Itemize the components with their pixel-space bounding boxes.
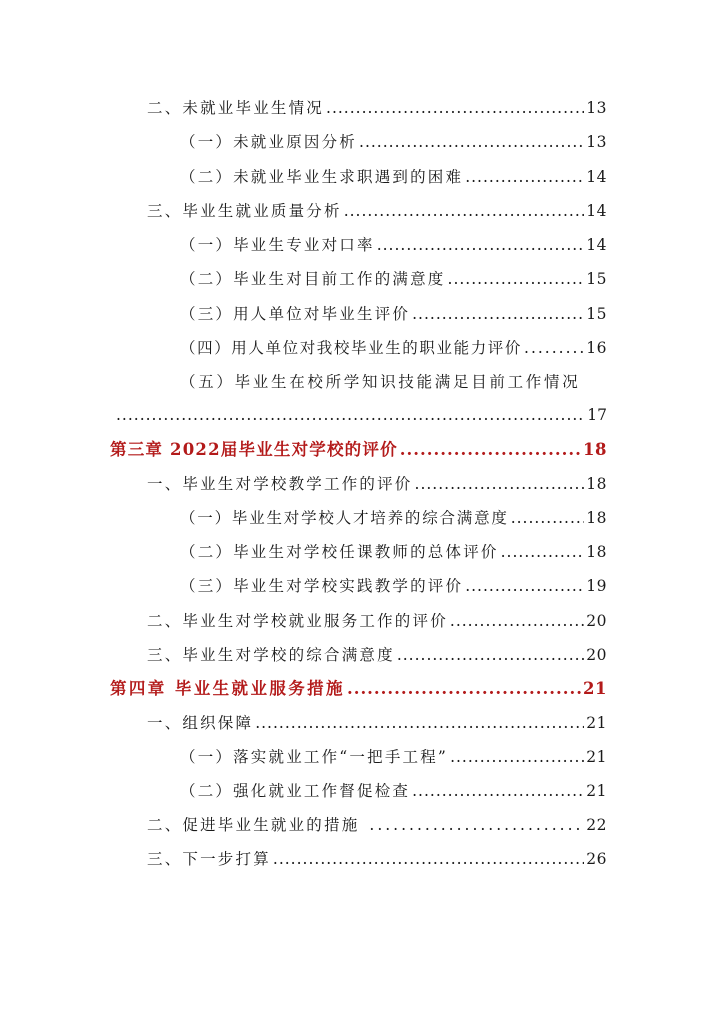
toc-entry[interactable] xyxy=(180,337,607,359)
toc-leader-dots xyxy=(465,166,584,188)
toc-entry-title: （一）毕业生专业对口率 xyxy=(180,236,375,254)
toc-entry[interactable] xyxy=(180,303,607,325)
toc-leader-dots xyxy=(359,131,584,153)
toc-page-number: 20 xyxy=(586,612,607,630)
toc-leader-dots xyxy=(116,404,585,426)
toc-page-number: 15 xyxy=(586,305,607,323)
toc-entry[interactable] xyxy=(147,848,607,870)
toc-entry[interactable] xyxy=(147,712,607,734)
toc-page-number: 14 xyxy=(586,236,607,254)
toc-entry-title: （二）强化就业工作督促检查 xyxy=(180,782,411,800)
toc-entry-title: （一）落实就业工作“一把手工程” xyxy=(180,748,449,766)
toc-entry-title: （一）毕业生对学校人才培养的综合满意度 xyxy=(180,509,509,527)
toc-entry-title: （四）用人单位对我校毕业生的职业能力评价 xyxy=(180,339,523,357)
toc-entry-title: 二、毕业生对学校就业服务工作的评价 xyxy=(147,612,448,630)
toc-entry[interactable] xyxy=(180,541,607,563)
toc-entry[interactable] xyxy=(147,97,607,119)
toc-entry-title: （二）毕业生对目前工作的满意度 xyxy=(180,270,446,288)
toc-leader-dots xyxy=(344,200,585,222)
toc-chapter-title: 第四章 毕业生就业服务措施 xyxy=(110,679,345,698)
toc-leader-dots xyxy=(524,337,584,359)
toc-page-number: 18 xyxy=(586,543,607,561)
toc-leader-dots xyxy=(369,814,584,836)
toc-page-number: 19 xyxy=(586,577,607,595)
toc-entry[interactable] xyxy=(180,507,607,529)
toc-entry-title: 三、下一步打算 xyxy=(147,850,271,868)
toc-entry-title: （二）毕业生对学校任课教师的总体评价 xyxy=(180,543,499,561)
toc-chapter-entry[interactable] xyxy=(110,439,607,461)
toc-page-number: 21 xyxy=(583,679,607,698)
toc-leader-dots xyxy=(255,712,584,734)
toc-entry-title: （一）未就业原因分析 xyxy=(180,133,358,151)
toc-page-number: 13 xyxy=(586,99,607,117)
toc-entry[interactable] xyxy=(180,268,607,290)
toc-page-number: 18 xyxy=(586,509,607,527)
toc-entry[interactable] xyxy=(180,780,607,802)
toc-entry[interactable] xyxy=(147,473,607,495)
toc-leader-dots xyxy=(415,473,585,495)
toc-leader-dots xyxy=(412,780,584,802)
toc-page-number: 15 xyxy=(586,270,607,288)
toc-entry[interactable] xyxy=(147,644,607,666)
toc-page-number: 26 xyxy=(586,850,607,868)
toc-leader-dots xyxy=(450,746,584,768)
toc-page-number: 21 xyxy=(586,714,607,732)
toc-page-number: 21 xyxy=(586,782,607,800)
toc-page-number: 18 xyxy=(583,440,607,459)
toc-leader-dots xyxy=(400,439,581,461)
toc-entry[interactable] xyxy=(147,610,607,632)
toc-leader-dots xyxy=(377,234,585,256)
toc-chapter-title: 第三章 2022届毕业生对学校的评价 xyxy=(110,440,398,459)
toc-leader-dots xyxy=(347,678,581,700)
toc-leader-dots xyxy=(511,507,585,529)
toc-entry[interactable] xyxy=(180,131,607,153)
toc-entry-title: 二、促进毕业生就业的措施 xyxy=(147,816,360,834)
toc-leader-dots xyxy=(397,644,584,666)
toc-leader-dots xyxy=(412,303,584,325)
toc-leader-dots xyxy=(273,848,584,870)
toc-entry-title: （二）未就业毕业生求职遇到的困难 xyxy=(180,168,464,186)
toc-page-number: 14 xyxy=(586,202,607,220)
toc-leader-dots xyxy=(450,610,584,632)
toc-chapter-entry[interactable] xyxy=(110,678,607,700)
toc-page-number: 21 xyxy=(586,748,607,766)
toc-entry[interactable] xyxy=(147,200,607,222)
toc-page-number: 18 xyxy=(586,475,607,493)
toc-leader-dots xyxy=(465,575,584,597)
toc-leader-dots xyxy=(501,541,585,563)
toc-page-number: 22 xyxy=(586,816,607,834)
toc-page-number: 17 xyxy=(587,406,607,424)
toc-entry[interactable] xyxy=(180,166,607,188)
toc-entry-title: 一、毕业生对学校教学工作的评价 xyxy=(147,475,413,493)
toc-entry[interactable] xyxy=(180,746,607,768)
toc-page-number: 13 xyxy=(586,133,607,151)
toc-entry[interactable] xyxy=(180,575,607,597)
toc-entry-title: 二、未就业毕业生情况 xyxy=(147,99,325,117)
toc-entry-title[interactable]: （五）毕业生在校所学知识技能满足目前工作情况 xyxy=(180,373,581,391)
toc-entry-title: （三）用人单位对毕业生评价 xyxy=(180,305,411,323)
toc-page-number: 14 xyxy=(586,168,607,186)
toc-entry-title: 三、毕业生就业质量分析 xyxy=(147,202,342,220)
toc-page-number: 20 xyxy=(586,646,607,664)
toc-leader-dots xyxy=(448,268,585,290)
toc-entry[interactable] xyxy=(147,814,607,836)
toc-entry-continuation[interactable] xyxy=(116,404,607,426)
toc-entry-title: 三、毕业生对学校的综合满意度 xyxy=(147,646,395,664)
toc-leader-dots xyxy=(326,97,584,119)
toc-entry-title: （三）毕业生对学校实践教学的评价 xyxy=(180,577,464,595)
toc-page-number: 16 xyxy=(586,339,607,357)
toc-entry-title: 一、组织保障 xyxy=(147,714,254,732)
toc-entry[interactable] xyxy=(180,234,607,256)
